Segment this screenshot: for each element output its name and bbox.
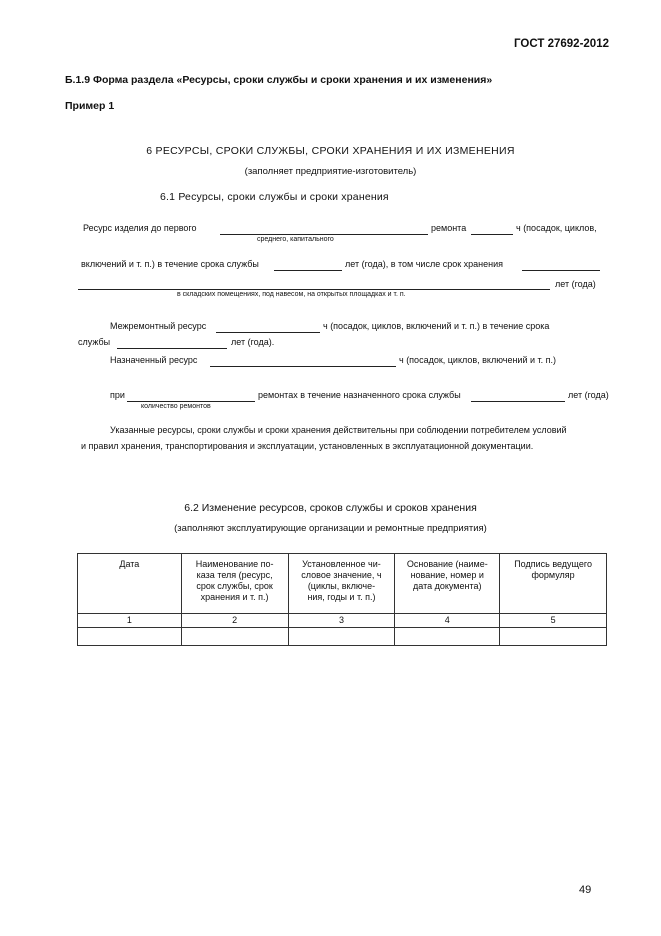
table-cell — [500, 628, 607, 646]
line5-blank — [117, 348, 227, 349]
col-value-header: Установленное чи- словое значение, ч (циклы, включе- ния, годы и т. п.) — [288, 554, 395, 614]
line6-blank — [210, 366, 396, 367]
line1-repair: ремонта — [431, 223, 467, 233]
line1-blank-hours — [471, 234, 513, 235]
col-indicator-header: Наименование по- каза теля (ресурс, срок службы, срок хранения и т. п.) — [181, 554, 288, 614]
table-number-row — [78, 614, 607, 628]
line1-label: Ресурс изделия до первого — [83, 223, 197, 233]
line4-blank — [216, 332, 320, 333]
col-date-header: Дата — [78, 554, 182, 614]
line3-blank — [78, 289, 550, 290]
line5-label: службы — [78, 337, 111, 347]
page-number: 49 — [579, 884, 592, 896]
line6-units: ч (посадок, циклов, включений и т. п.) — [399, 355, 556, 365]
col-number: 4 — [395, 614, 500, 628]
line6-label: Назначенный ресурс — [110, 355, 198, 365]
col-number: 5 — [500, 614, 607, 628]
col-number: 3 — [288, 614, 395, 628]
example-label: Пример 1 — [65, 100, 115, 112]
line4-units: ч (посадок, циклов, включений и т. п.) в течение срока — [323, 321, 550, 331]
table-header-row — [78, 554, 607, 614]
col-basis-header: Основание (наиме- нование, номер и дата документа) — [395, 554, 500, 614]
table-cell — [181, 628, 288, 646]
col-number: 1 — [78, 614, 182, 628]
line7-blank-years — [471, 401, 565, 402]
changes-table — [77, 553, 607, 646]
line7-text: ремонтах в течение назначенного срока службы — [258, 390, 461, 400]
line1-units: ч (посадок, циклов, — [516, 223, 597, 233]
form-heading-note: (заполняет предприятие-изготовитель) — [244, 166, 417, 177]
subsection-6-2-title: 6.2 Изменение ресурсов, сроков службы и сроков хранения — [184, 502, 477, 514]
line3-hint: в складских помещениях, под навесом, на открытых площадках и т. п. — [177, 291, 406, 298]
subsection-6-2-note: (заполняют эксплуатирующие организации и ремонтные предприятия) — [174, 523, 487, 534]
line3-years: лет (года) — [555, 279, 596, 289]
section-title: Б.1.9 Форма раздела «Ресурсы, сроки службы и сроки хранения и их изменения» — [65, 74, 493, 86]
table-cell — [395, 628, 500, 646]
col-number: 2 — [181, 614, 288, 628]
line2-blank-life — [274, 270, 342, 271]
table-cell — [78, 628, 182, 646]
table-cell — [288, 628, 395, 646]
validity-paragraph-line1: Указанные ресурсы, сроки службы и сроки хранения действительны при соблюдении потребителем условий — [110, 425, 567, 435]
line2-blank-storage — [522, 270, 600, 271]
form-heading: 6 РЕСУРСЫ, СРОКИ СЛУЖБЫ, СРОКИ ХРАНЕНИЯ И ИХ ИЗМЕНЕНИЯ — [146, 145, 515, 157]
col-signature-header: Подпись ведущего формуляр — [500, 554, 607, 614]
line1-blank-type — [220, 234, 428, 235]
table-row — [78, 628, 607, 646]
line4-label: Межремонтный ресурс — [110, 321, 207, 331]
line2-storage: лет (года), в том числе срок хранения — [345, 259, 504, 269]
line1-hint: среднего, капитального — [257, 236, 334, 243]
line2-label: включений и т. п.) в течение срока службы — [81, 259, 259, 269]
subsection-6-1-title: 6.1 Ресурсы, сроки службы и сроки хранения — [160, 191, 389, 203]
line7-label: при — [110, 390, 125, 400]
line7-hint: количество ремонтов — [141, 403, 211, 410]
validity-paragraph-line2: и правил хранения, транспортирования и эксплуатации, установленных в эксплуатационной документации. — [81, 441, 534, 451]
line7-years: лет (года) — [568, 390, 609, 400]
line7-blank-repairs — [127, 401, 255, 402]
standard-code: ГОСТ 27692-2012 — [514, 38, 609, 50]
line5-years: лет (года). — [231, 337, 275, 347]
